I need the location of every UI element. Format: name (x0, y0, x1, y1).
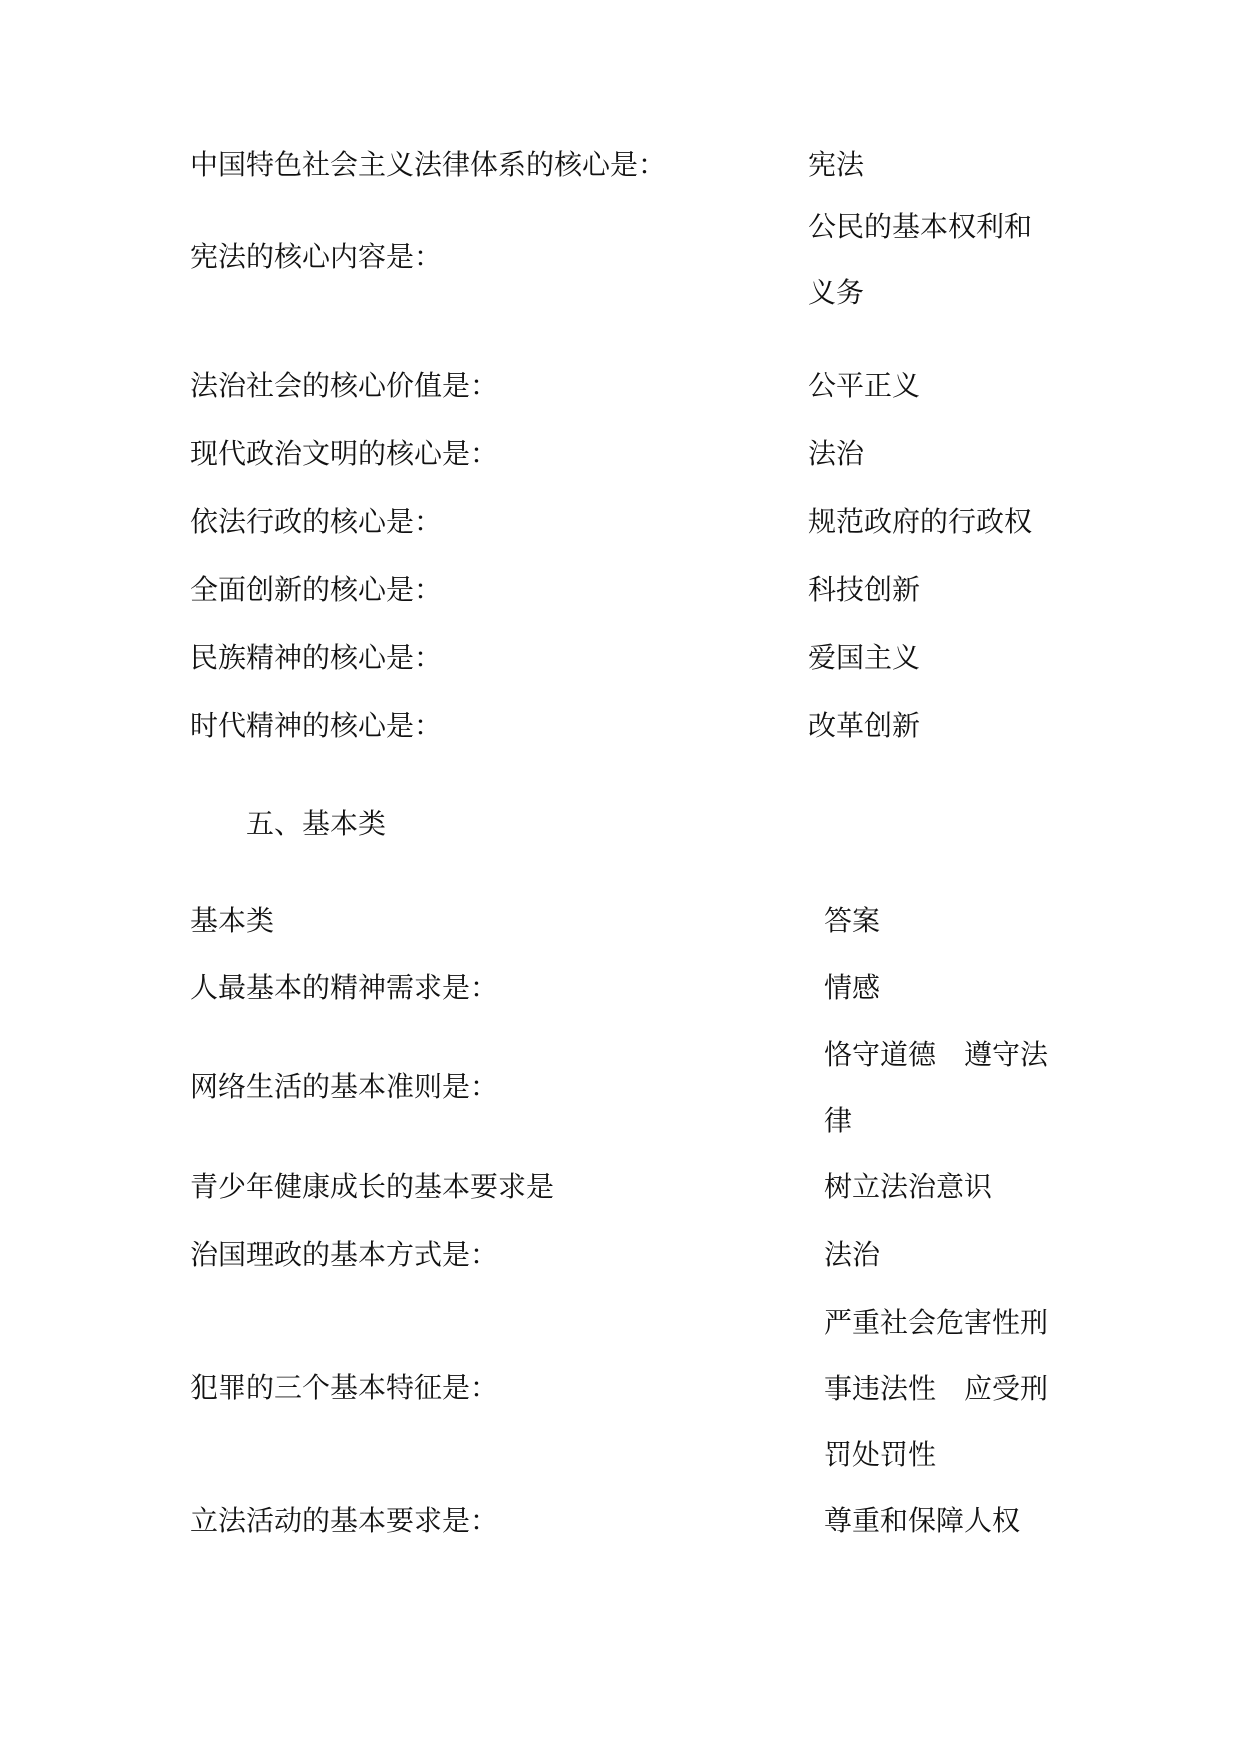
question-text: 治国理政的基本方式是： (190, 1238, 499, 1271)
question-text: 法治社会的核心价值是： (190, 369, 499, 402)
column-header-answer: 答案 (824, 904, 881, 937)
answer-text: 法治 (824, 1238, 881, 1271)
answer-text: 树立法治意识 (824, 1170, 993, 1203)
question-text: 现代政治文明的核心是： (190, 437, 499, 470)
question-text: 全面创新的核心是： (190, 573, 443, 606)
answer-text: 科技创新 (808, 573, 921, 606)
answer-text: 尊重和保障人权 (824, 1504, 1021, 1537)
question-text: 青少年健康成长的基本要求是 (190, 1170, 555, 1203)
question-text: 人最基本的精神需求是： (190, 971, 499, 1004)
answer-text: 爱国主义 (808, 641, 921, 674)
question-text: 依法行政的核心是： (190, 505, 443, 538)
column-header-question: 基本类 (190, 904, 275, 937)
question-text: 民族精神的核心是： (190, 641, 443, 674)
answer-text: 法治 (808, 437, 865, 470)
answer-text: 公民的基本权利和义务 (808, 210, 1033, 309)
question-text: 网络生活的基本准则是： (190, 1070, 499, 1103)
answer-text: 恪守道德 遵守法律 (824, 1038, 1049, 1137)
answer-text: 严重社会危害性刑事违法性 应受刑罚处罚性 (824, 1306, 1049, 1471)
answer-text: 公平正义 (808, 369, 921, 402)
section-heading: 五、基本类 (246, 807, 387, 840)
answer-text: 规范政府的行政权 (808, 505, 1033, 538)
question-text: 中国特色社会主义法律体系的核心是： (190, 148, 667, 181)
answer-text: 宪法 (808, 148, 865, 181)
question-text: 时代精神的核心是： (190, 709, 443, 742)
answer-text: 情感 (824, 971, 881, 1004)
question-text: 犯罪的三个基本特征是： (190, 1371, 499, 1404)
question-text: 立法活动的基本要求是： (190, 1504, 499, 1537)
question-text: 宪法的核心内容是： (190, 240, 443, 273)
answer-text: 改革创新 (808, 709, 921, 742)
